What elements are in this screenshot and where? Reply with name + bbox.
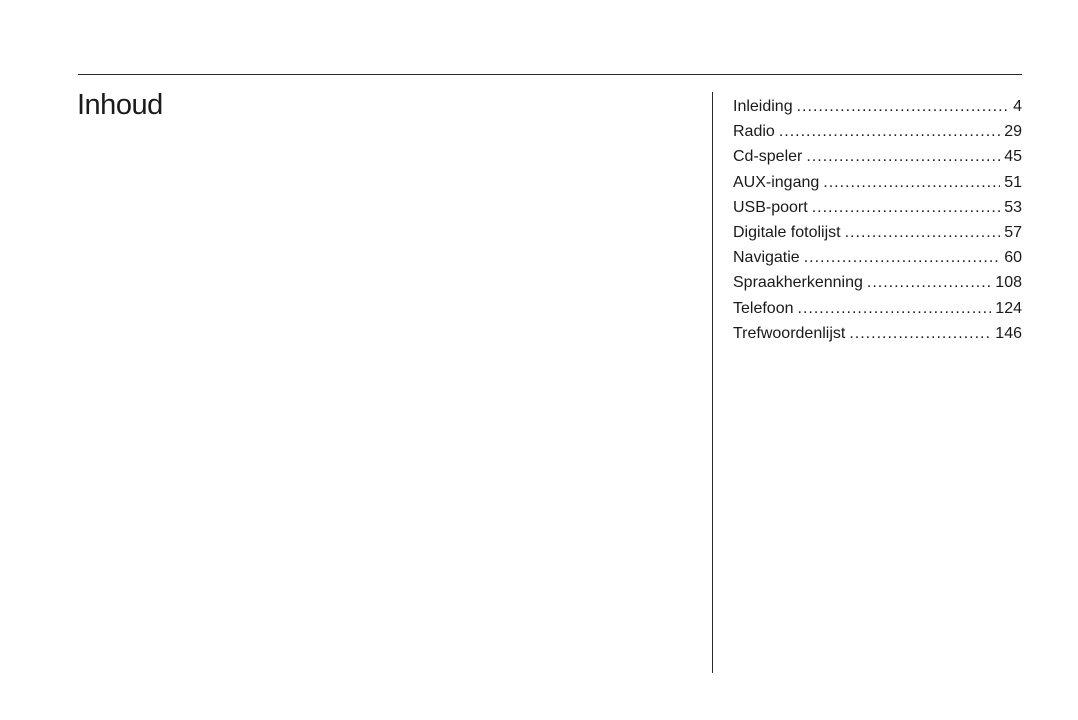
toc-entry-label: Cd-speler	[733, 148, 803, 166]
dot-leader	[849, 324, 991, 344]
toc-entry-digitale-fotolijst[interactable]	[733, 223, 1022, 248]
toc-entry-usb-poort[interactable]	[733, 198, 1022, 223]
toc-entry-spraakherkenning[interactable]	[733, 273, 1022, 298]
toc-entry-radio[interactable]	[733, 122, 1022, 147]
toc-entry-navigatie[interactable]	[733, 248, 1022, 273]
toc-entry-label: Telefoon	[733, 299, 794, 317]
toc-entry-inleiding[interactable]	[733, 97, 1022, 122]
dot-leader	[797, 97, 1009, 117]
page-title: Inhoud	[77, 89, 163, 121]
table-of-contents	[733, 97, 1022, 349]
toc-entry-page-number: 51	[1004, 173, 1022, 191]
toc-entry-page-number: 45	[1004, 148, 1022, 166]
toc-entry-page-number: 146	[995, 324, 1022, 342]
toc-entry-page-number: 108	[995, 274, 1022, 292]
column-divider	[712, 92, 713, 673]
toc-entry-cd-speler[interactable]	[733, 147, 1022, 172]
toc-entry-trefwoordenlijst[interactable]	[733, 324, 1022, 349]
toc-entry-telefoon[interactable]	[733, 299, 1022, 324]
dot-leader	[867, 273, 991, 293]
toc-entry-label: Trefwoordenlijst	[733, 324, 846, 342]
toc-entry-label: Digitale fotolijst	[733, 223, 841, 241]
toc-entry-page-number: 4	[1013, 98, 1022, 115]
toc-entry-label: Spraakherkenning	[733, 274, 863, 292]
toc-entry-page-number: 60	[1004, 249, 1022, 267]
toc-entry-page-number: 57	[1004, 223, 1022, 241]
toc-entry-label: Navigatie	[733, 249, 800, 267]
toc-entry-page-number: 53	[1004, 198, 1022, 216]
dot-leader	[806, 147, 1000, 167]
toc-entry-label: AUX-ingang	[733, 173, 820, 191]
header-rule	[78, 74, 1022, 75]
dot-leader	[845, 223, 1001, 243]
toc-entry-label: Inleiding	[733, 98, 793, 115]
toc-entry-page-number: 29	[1004, 123, 1022, 141]
dot-leader	[798, 299, 992, 319]
dot-leader	[779, 122, 1000, 142]
dot-leader	[812, 198, 1001, 218]
toc-entry-aux-ingang[interactable]	[733, 173, 1022, 198]
toc-entry-label: Radio	[733, 123, 775, 141]
toc-entry-label: USB-poort	[733, 198, 808, 216]
toc-entry-page-number: 124	[995, 299, 1022, 317]
dot-leader	[823, 173, 1000, 193]
dot-leader	[804, 248, 1001, 268]
